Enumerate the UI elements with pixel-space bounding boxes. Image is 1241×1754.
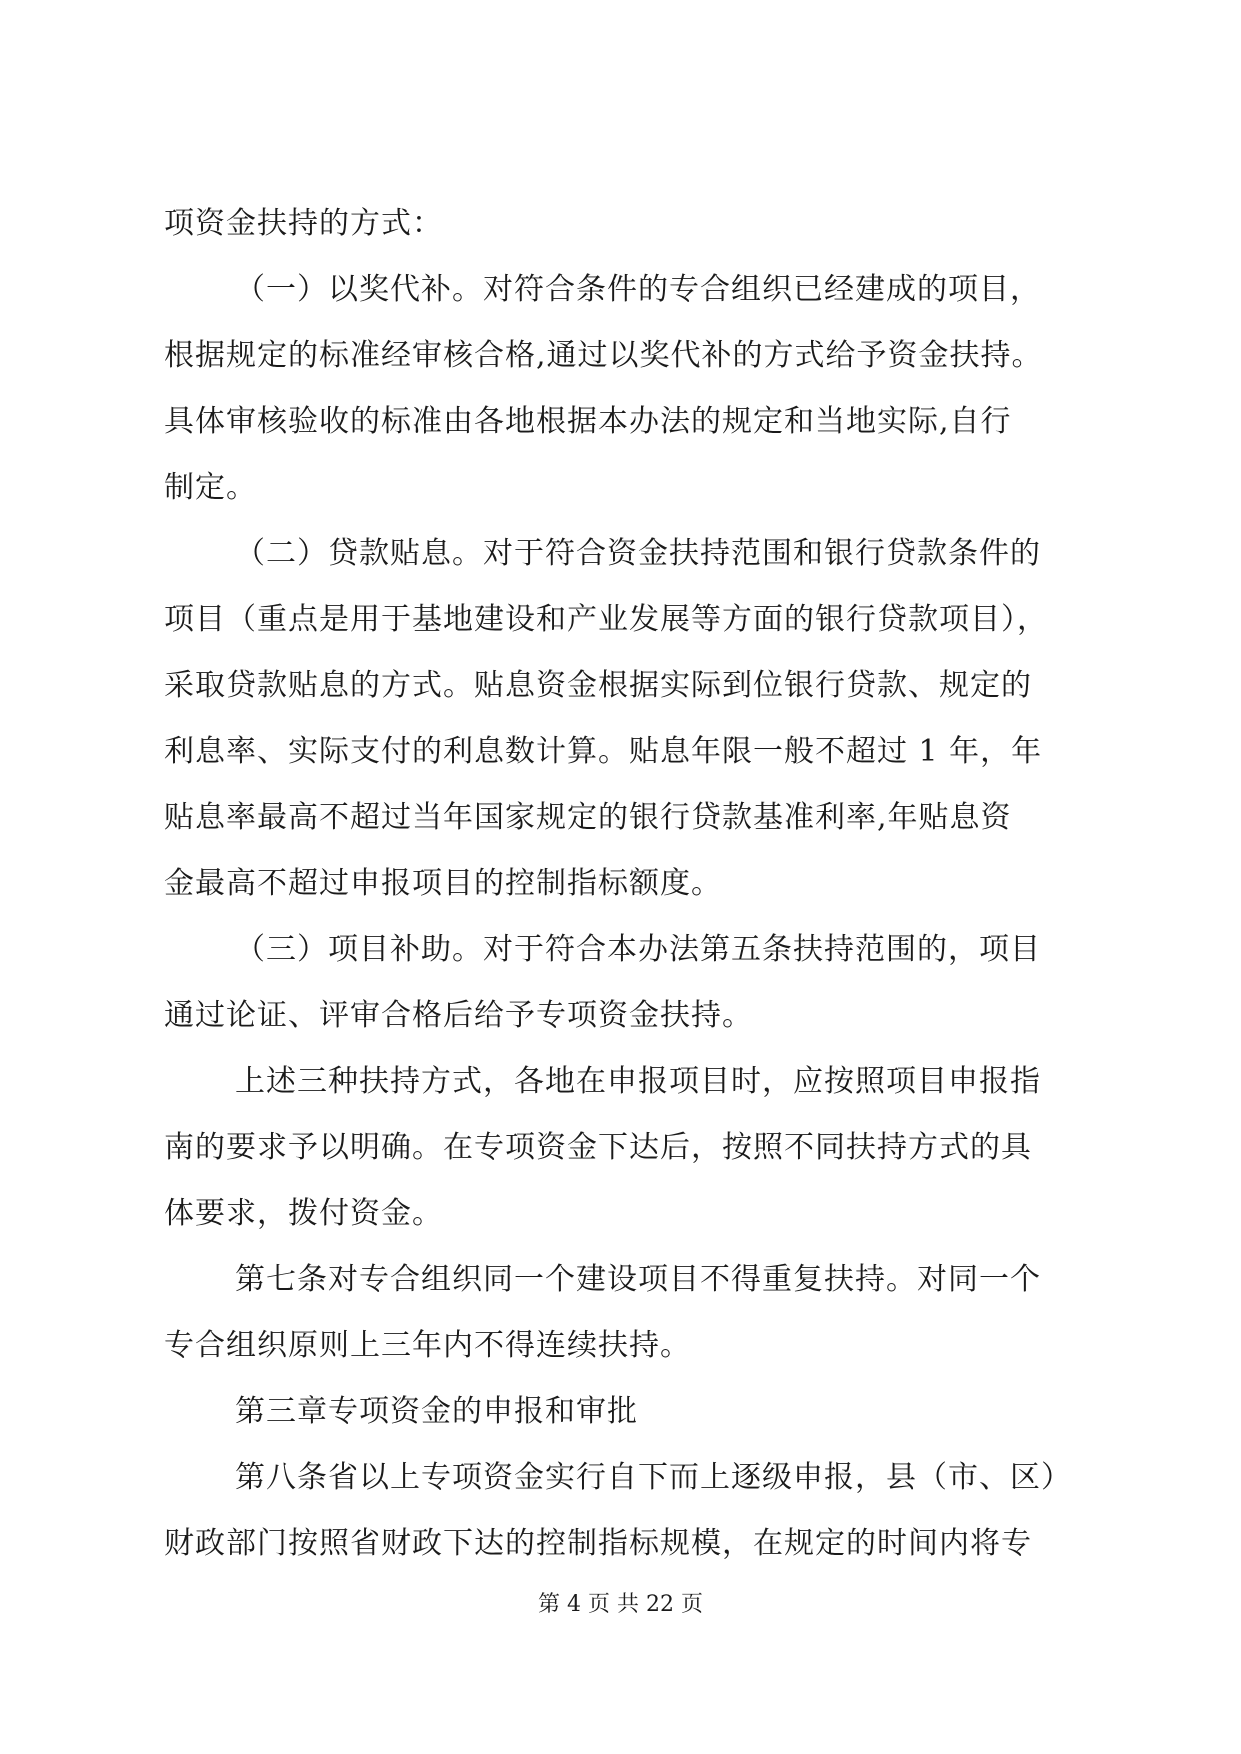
text-line: 南的要求予以明确。在专项资金下达后，按照不同扶持方式的具 — [164, 1130, 1032, 1165]
text-line: 具体审核验收的标准由各地根据本办法的规定和当地实际,自行 — [164, 404, 1012, 439]
text-line: 根据规定的标准经审核合格,通过以奖代补的方式给予资金扶持。 — [164, 338, 1043, 373]
text-line: 制定。 — [164, 470, 257, 505]
section-heading: 第三章专项资金的申报和审批 — [235, 1394, 638, 1429]
text-line: 金最高不超过申报项目的控制指标额度。 — [164, 866, 722, 901]
text-line: 采取贷款贴息的方式。贴息资金根据实际到位银行贷款、规定的 — [164, 668, 1032, 703]
text-line: 贴息率最高不超过当年国家规定的银行贷款基准利率,年贴息资 — [164, 800, 1012, 835]
page-number-footer: 第 4 页 共 22 页 — [538, 1592, 703, 1617]
text-line: 项资金扶持的方式： — [164, 206, 443, 241]
text-line: 上述三种扶持方式，各地在申报项目时，应按照项目申报指 — [235, 1064, 1041, 1099]
text-line: 第八条省以上专项资金实行自下而上逐级申报，县（市、区） — [235, 1460, 1072, 1495]
text-line: 体要求，拨付资金。 — [164, 1196, 443, 1231]
text-line: 第七条对专合组织同一个建设项目不得重复扶持。对同一个 — [235, 1262, 1041, 1297]
text-line: 利息率、实际支付的利息数计算。贴息年限一般不超过 1 年，年 — [164, 734, 1043, 769]
text-line: （一）以奖代补。对符合条件的专合组织已经建成的项目， — [235, 272, 1041, 307]
text-line: 财政部门按照省财政下达的控制指标规模，在规定的时间内将专 — [164, 1526, 1032, 1561]
text-line: 专合组织原则上三年内不得连续扶持。 — [164, 1328, 691, 1363]
text-line: （三）项目补助。对于符合本办法第五条扶持范围的，项目 — [235, 932, 1041, 967]
text-line: 通过论证、评审合格后给予专项资金扶持。 — [164, 998, 753, 1033]
text-line: 项目（重点是用于基地建设和产业发展等方面的银行贷款项目）， — [164, 602, 1048, 637]
text-line: （二）贷款贴息。对于符合资金扶持范围和银行贷款条件的 — [235, 536, 1041, 571]
